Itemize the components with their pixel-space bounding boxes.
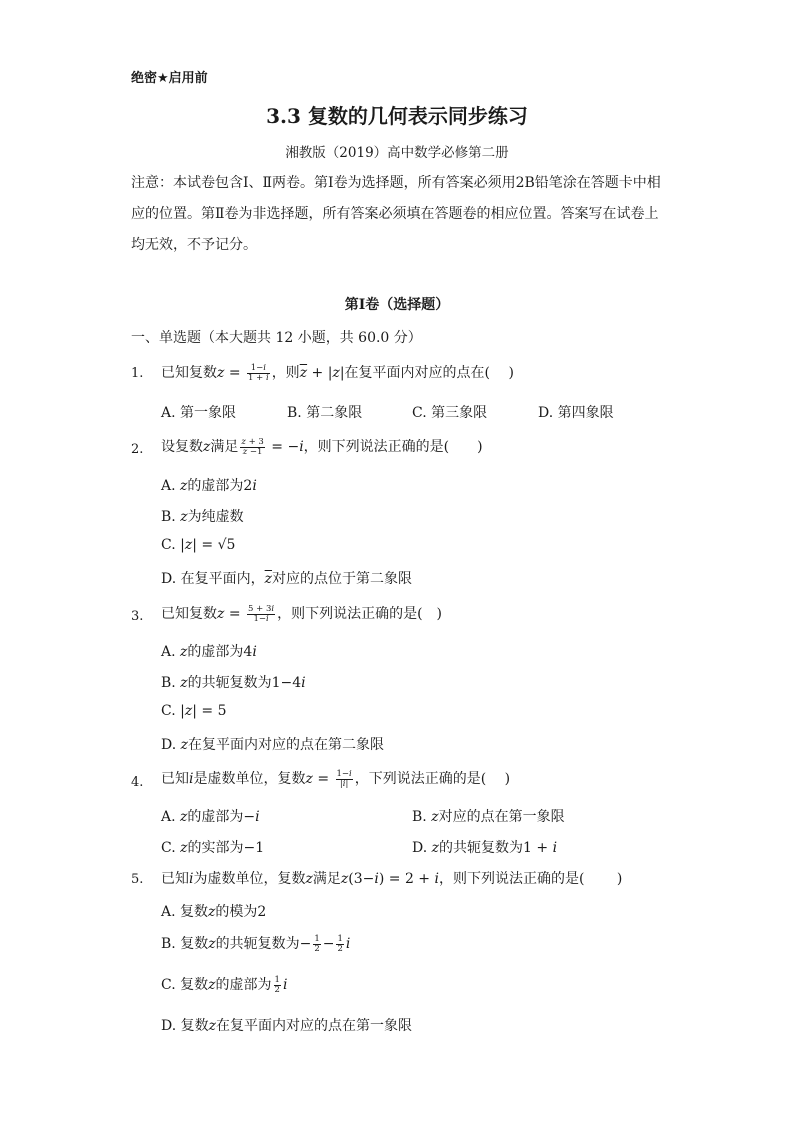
question-4-option-c[interactable]: C. z的实部为−1 (161, 840, 265, 856)
question-2-option-b[interactable]: B. z为纯虚数 (161, 509, 244, 525)
question-3-number: 3. (131, 609, 144, 624)
question-5-number: 5. (131, 872, 144, 887)
question-2-option-c[interactable]: C. |z| = √5 (161, 537, 236, 553)
question-1-number: 1. (131, 366, 144, 381)
question-2-number: 2. (131, 442, 144, 457)
section-title: 第Ⅰ卷（选择题） (344, 297, 450, 313)
question-1-stem: 已知复数z = $\frac{1-i}{1 + i}$ ，则$\overline{z} + |z|$在复平面内对应的点在( ) (161, 362, 514, 383)
page-title: 3.3 复数的几何表示同步练习 (266, 104, 528, 128)
question-4-stem: 已知i是虚数单位，复数z = $\frac{1-i}{|i|}$ ，下列说法正确的是( ) (161, 768, 511, 789)
question-1-option-c[interactable]: C. 第三象限 (412, 405, 488, 421)
question-4-option-d[interactable]: D. z的共轭复数为1 + i (412, 840, 558, 856)
question-3-stem: 已知复数z = $\frac{5 + 3i}{1-i}$ ，则下列说法正确的是( ) (161, 603, 443, 624)
question-5-option-b[interactable]: B. 复数z的共轭复数为− $\frac{1}{2}$ − $\frac{1}{2}$ i (161, 933, 351, 954)
question-5-option-a[interactable]: A. 复数z的模为2 (161, 904, 267, 920)
question-5-option-d[interactable]: D. 复数z在复平面内对应的点在第一象限 (161, 1018, 413, 1034)
question-4-option-a[interactable]: A. z的虚部为−i (161, 809, 260, 825)
question-1-option-a[interactable]: A. 第一象限 (161, 405, 237, 421)
question-2-stem: 设复数z满足 $\frac{z + 3}{z -1}$ = −i，则下列说法正确的是( ) (161, 436, 483, 457)
question-3-option-c[interactable]: C. |z| = 5 (161, 703, 227, 719)
question-3-option-d[interactable]: D. z在复平面内对应的点在第二象限 (161, 737, 385, 753)
question-3-option-b[interactable]: B. z的共轭复数为1−4i (161, 675, 306, 691)
question-5-option-c[interactable]: C. 复数z的虚部为 $\frac{1}{2}$ i (161, 974, 288, 995)
question-1-option-d[interactable]: D. 第四象限 (538, 405, 614, 421)
exam-notice: 注意：本试卷包含Ⅰ、Ⅱ两卷。第Ⅰ卷为选择题，所有答案必须用2B铅笔涂在答题卡中相应的位置。第Ⅱ卷为非选择题，所有答案必须填在答题卷的相应位置。答案写在试卷上均无效，不予记分。 (131, 175, 661, 253)
page-subtitle: 湘教版（2019）高中数学必修第二册 (285, 145, 509, 161)
part-title: 一、单选题（本大题共 12 小题，共 60.0 分） (131, 330, 422, 346)
question-4-number: 4. (131, 775, 144, 790)
question-4-option-b[interactable]: B. z对应的点在第一象限 (412, 809, 565, 825)
question-5-stem: 已知i为虚数单位，复数z满足z(3−i) = 2 + i，则下列说法正确的是( ) (161, 871, 623, 887)
question-2-option-d[interactable]: D. 在复平面内，$\overline{z}$对应的点位于第二象限 (161, 571, 413, 587)
question-3-option-a[interactable]: A. z的虚部为4i (161, 644, 257, 660)
question-1-option-b[interactable]: B. 第二象限 (287, 405, 363, 421)
question-2-option-a[interactable]: A. z的虚部为2i (161, 478, 257, 494)
secret-label: 绝密★启用前 (131, 71, 208, 86)
